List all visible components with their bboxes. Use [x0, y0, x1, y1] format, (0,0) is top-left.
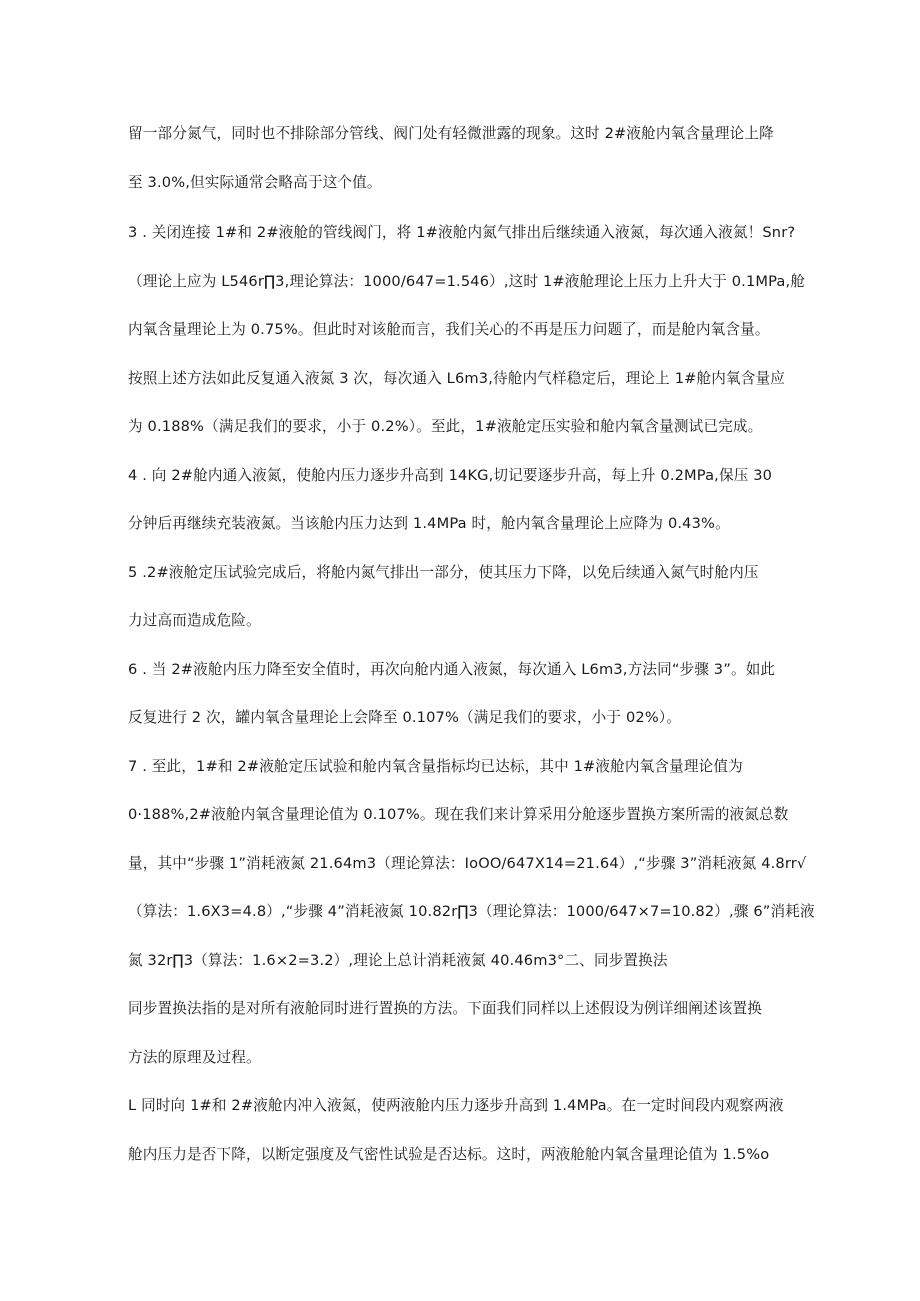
- text-line: 方法的原理及过程。: [128, 1049, 261, 1066]
- text-line: 量，其中“步骤 1”消耗液氮 21.64m3（理论算法：IoOO/647X14=21.64）,“步骤 3”消耗液氮 4.8rr√: [128, 855, 807, 872]
- text-line: （理论上应为 L546r∏3,理论算法：1000/647=1.546）,这时 1#液舱理论上压力上升大于 0.1MPa,舱: [128, 273, 806, 290]
- text-line: 舱内压力是否下降，以断定强度及气密性试验是否达标。这时，两液舱舱内氧含量理论值为 1.5%o: [128, 1146, 770, 1163]
- text-line: 反复进行 2 次，罐内氧含量理论上会降至 0.107%（满足我们的要求，小于 02%）。: [128, 709, 682, 726]
- text-line: 3 . 关闭连接 1#和 2#液舱的管线阀门，将 1#液舱内氮气排出后继续通入液氮，每次通入液氮！Snr?: [128, 224, 796, 241]
- text-line: 至 3.0%,但实际通常会略高于这个值。: [128, 174, 382, 191]
- text-line: 分钟后再继续充装液氮。当该舱内压力达到 1.4MPa 时，舱内氧含量理论上应降为 0.43%。: [128, 515, 730, 532]
- text-line: 6 . 当 2#液舱内压力降至安全值时，再次向舱内通入液氮，每次通入 L6m3,方法同“步骤 3”。如此: [128, 661, 776, 678]
- text-line: 氮 32r∏3（算法：1.6×2=3.2）,理论上总计消耗液氮 40.46m3°二、同步置换法: [128, 952, 668, 969]
- text-line: 内氧含量理论上为 0.75%。但此时对该舱而言，我们关心的不再是压力问题了，而是舱内氧含量。: [128, 321, 770, 338]
- text-line: 为 0.188%（满足我们的要求，小于 0.2%）。至此，1#液舱定压实验和舱内氧含量测试已完成。: [128, 418, 763, 435]
- text-line: 力过高而造成危险。: [128, 612, 261, 629]
- text-line: 按照上述方法如此反复通入液氮 3 次，每次通入 L6m3,待舱内气样稳定后，理论上 1#舱内氧含量应: [128, 370, 785, 387]
- text-line: 5 .2#液舱定压试验完成后，将舱内氮气排出一部分，使其压力下降，以免后续通入氮气时舱内压: [128, 564, 759, 581]
- text-line: 7 . 至此，1#和 2#液舱定压试验和舱内氧含量指标均已达标，其中 1#液舱内氧含量理论值为: [128, 758, 743, 775]
- text-line: 留一部分氮气，同时也不排除部分管线、阀门处有轻微泄露的现象。这时 2#液舱内氧含量理论上降: [128, 125, 774, 142]
- text-line: 同步置换法指的是对所有液舱同时进行置换的方法。下面我们同样以上述假设为例详细阐述该置换: [128, 1000, 762, 1017]
- text-line: （算法：1.6X3=4.8）,“步骤 4”消耗液氮 10.82r∏3（理论算法：1000/647×7=10.82）,骤 6”消耗液: [128, 903, 815, 920]
- text-line: 0·188%,2#液舱内氧含量理论值为 0.107%。现在我们来计算采用分舱逐步置换方案所需的液氮总数: [128, 806, 789, 823]
- text-line: L 同时向 1#和 2#液舱内冲入液氮，使两液舱内压力逐步升高到 1.4MPa。在一定时间段内观察两液: [128, 1097, 784, 1114]
- text-line: 4 . 向 2#舱内通入液氮，使舱内压力逐步升高到 14KG,切记要逐步升高，每上升 0.2MPa,保压 30: [128, 467, 773, 484]
